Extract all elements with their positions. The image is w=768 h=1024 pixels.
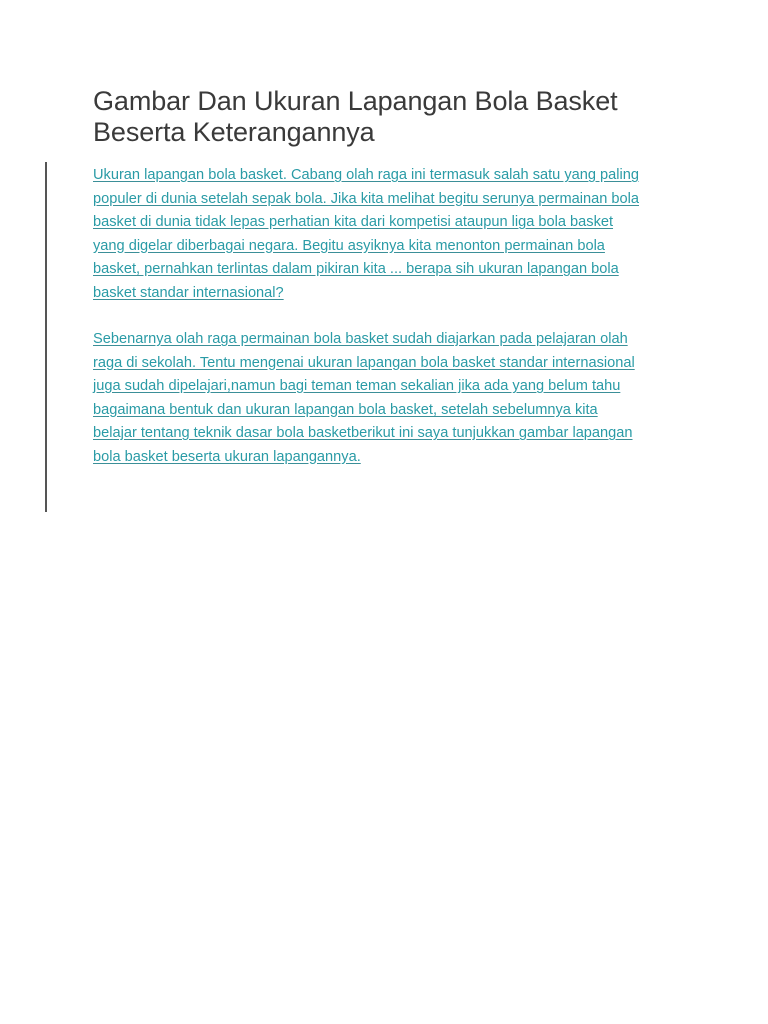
paragraph-line[interactable]: basket standar internasional? bbox=[93, 284, 284, 301]
title-line-2: Beserta Keterangannya bbox=[93, 117, 375, 147]
paragraph-line[interactable]: raga di sekolah. Tentu mengenai ukuran lapangan bola basket standar internasional bbox=[93, 354, 635, 371]
paragraph-line[interactable]: Ukuran lapangan bola basket. Cabang olah raga ini termasuk salah satu yang paling bbox=[93, 167, 640, 183]
paragraph-intro-link[interactable] bbox=[93, 164, 693, 305]
page-title bbox=[93, 86, 733, 148]
paragraph-line[interactable]: bagaimana bentuk dan ukuran lapangan bola basket, setelah sebelumnya kita bbox=[93, 401, 598, 418]
paragraph-line[interactable]: yang digelar diberbagai negara. Begitu asyiknya kita menonton permainan bola bbox=[93, 237, 605, 254]
paragraph-line[interactable]: basket di dunia tidak lepas perhatian kita dari kompetisi ataupun liga bola basket bbox=[93, 214, 614, 230]
paragraph-line[interactable]: juga sudah dipelajari,namun bagi teman teman sekalian jika ada yang belum tahu bbox=[93, 378, 621, 394]
paragraph-line[interactable]: basket, pernahkan terlintas dalam pikiran kita ... berapa sih ukuran lapangan bola bbox=[93, 261, 619, 277]
paragraph-line[interactable]: bola basket beserta ukuran lapangannya. bbox=[93, 448, 361, 465]
paragraph-body-link[interactable] bbox=[93, 328, 693, 469]
margin-bar-divider bbox=[45, 162, 47, 512]
paragraph-line[interactable]: populer di dunia setelah sepak bola. Jika kita melihat begitu serunya permainan bola bbox=[93, 190, 639, 207]
paragraph-line[interactable]: belajar tentang teknik dasar bola basketberikut ini saya tunjukkan gambar lapangan bbox=[93, 425, 633, 441]
paragraph-line[interactable]: Sebenarnya olah raga permainan bola basket sudah diajarkan pada pelajaran olah bbox=[93, 331, 628, 347]
title-line-1: Gambar Dan Ukuran Lapangan Bola Basket bbox=[93, 86, 618, 116]
